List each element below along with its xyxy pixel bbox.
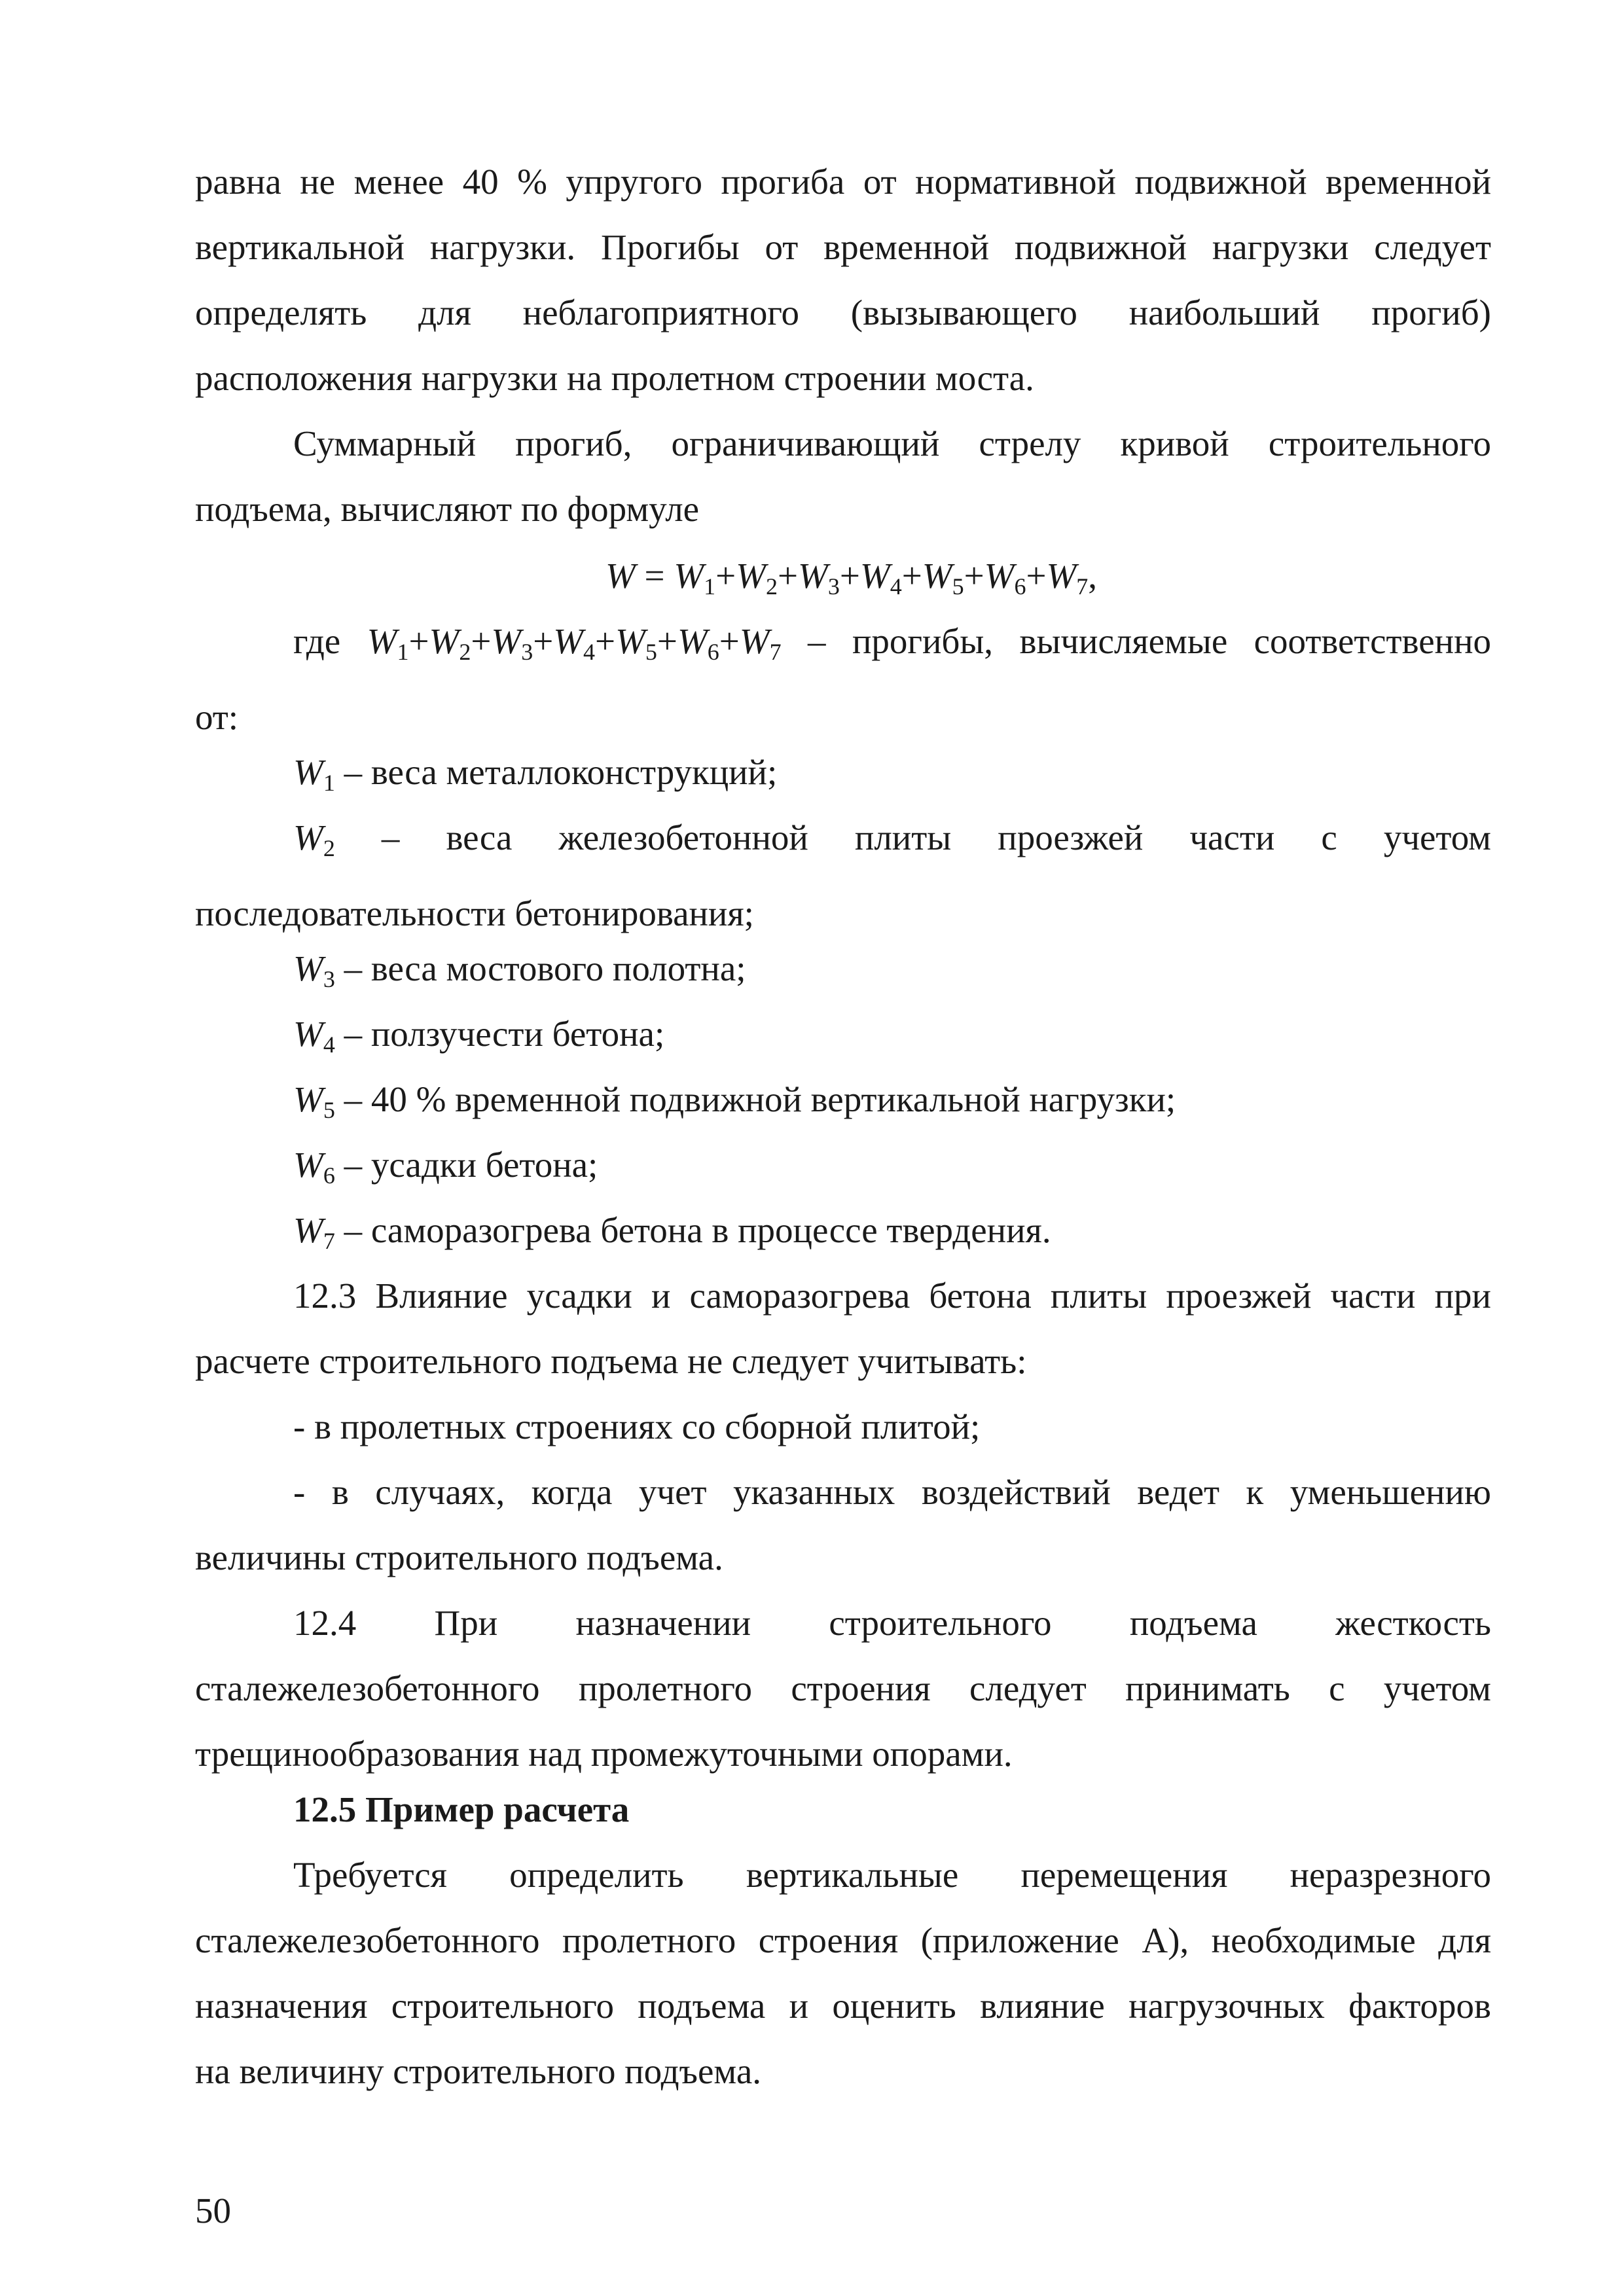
- text-line: равна не менее 40 % упругого прогиба от нормативной подвижной временной: [195, 162, 1491, 202]
- formula-term: $W_2$: [736, 556, 778, 600]
- definition-w5: $W_5 - 40$ % временной подвижной вертикальной нагрузки;: [293, 1079, 1176, 1123]
- paragraph-intro: [195, 149, 1491, 411]
- formula-term: $W_6$: [984, 556, 1026, 600]
- paragraph-12-3: 12.3 Влияние усадки и саморазогрева бетона плиты проезжей части при расчете строительного подъема не следует учитывать:: [195, 1276, 1491, 1381]
- paragraph-12-4: 12.4 При назначении строительного подъема жесткость сталежелезобетонного пролетного строения следует принимать с учетом трещинообразования над промежуточными опорами.: [195, 1603, 1491, 1774]
- bullet-item: - в случаях, когда учет указанных воздействий ведет к уменьшению величины строительного подъема.: [195, 1472, 1491, 1577]
- formula-end: ,: [1088, 556, 1098, 596]
- formula-term: $W_7$: [1046, 556, 1089, 600]
- definition-w1: $W_1$ – веса металлоконструкций;: [293, 752, 778, 796]
- formula-lhs: W: [605, 556, 636, 596]
- formula-term: $W_3$: [798, 556, 840, 600]
- definition-w3: $W_3$ – веса мостового полотна;: [293, 948, 746, 992]
- formula-equals: =: [635, 556, 674, 596]
- definition-w4: $W_4$ – ползучести бетона;: [293, 1014, 665, 1058]
- formula-term: $W_5$: [922, 556, 964, 600]
- page-number: 50: [195, 2191, 231, 2231]
- text-line: подъема, вычисляют по формуле: [195, 489, 700, 529]
- definition-w7: $W_7$ – саморазогрева бетона в процессе твердения.: [293, 1210, 1051, 1254]
- formula-term: $W_1$: [674, 556, 716, 600]
- formula-term: $W_4$: [859, 556, 902, 600]
- text-line: определять для неблагоприятного (вызывающего наибольший прогиб): [195, 293, 1491, 332]
- text-line: вертикальной нагрузки. Прогибы от временной подвижной нагрузки следует: [195, 227, 1491, 267]
- definition-w6: $W_6$ – усадки бетона;: [293, 1145, 598, 1189]
- text-line: расположения нагрузки на пролетном строении моста.: [195, 358, 1034, 398]
- text-line: от:: [195, 697, 239, 737]
- definition-w2: $W_2$ – веса железобетонной плиты проезжей части с учетом последовательности бетонирования;: [195, 817, 1491, 933]
- paragraph-where: [195, 609, 1491, 750]
- text-line: где $W_1+W_2+W_3+W_4+W_5+W_6+W_7$ – прогибы, вычисляемые соответственно: [293, 621, 1492, 665]
- paragraph-12-5: Требуется определить вертикальные перемещения неразрезного сталежелезобетонного пролетного строения (приложение А), необходимые для назначения строительного подъема и оценить влияние нагрузочных факторов на величину строительного подъема.: [195, 1855, 1491, 2091]
- section-heading: 12.5 Пример расчета: [293, 1789, 630, 1829]
- paragraph-sum-deflection: [195, 411, 1491, 542]
- bullet-item: - в пролетных строениях со сборной плитой;: [293, 1407, 981, 1446]
- text-line: Суммарный прогиб, ограничивающий стрелу кривой строительного: [293, 423, 1491, 463]
- formula: $W = W_1+W_2+W_3+W_4+W_5+W_6+W_7$,: [605, 556, 1098, 600]
